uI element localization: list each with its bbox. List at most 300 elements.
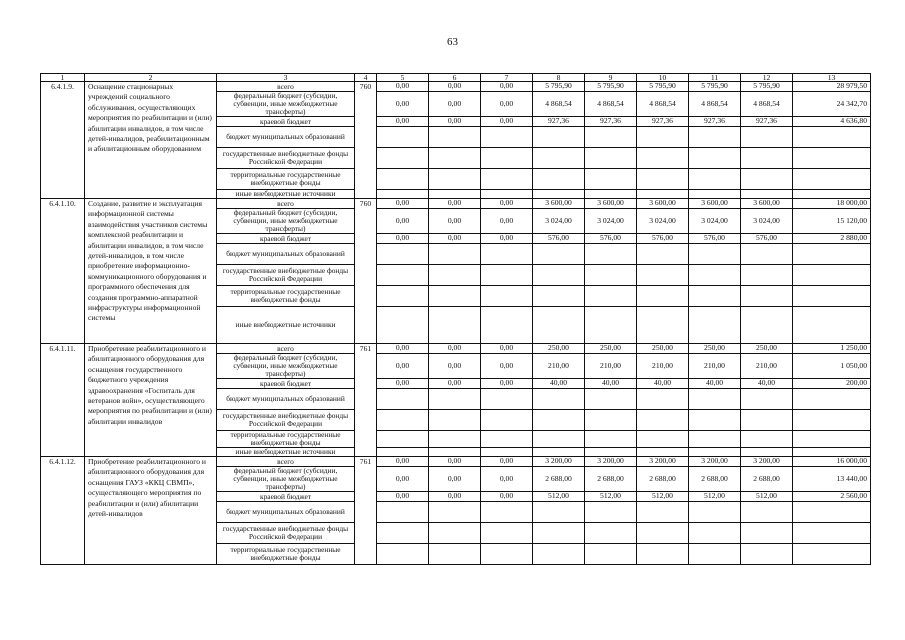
funding-source: бюджет муниципальных образований [217, 502, 355, 523]
year-value: 0,00 [377, 92, 429, 117]
year-value [533, 127, 585, 148]
year-value: 5 795,90 [585, 82, 637, 92]
total-value [793, 410, 871, 431]
total-value [793, 265, 871, 286]
year-value [689, 265, 741, 286]
year-value: 40,00 [585, 379, 637, 389]
year-value: 512,00 [637, 492, 689, 502]
year-value: 0,00 [481, 457, 533, 467]
year-value [741, 286, 793, 307]
year-value [533, 169, 585, 190]
year-value [377, 190, 429, 199]
year-value: 0,00 [377, 344, 429, 354]
funding-source: федеральный бюджет (субсидии, субвенции, иные межбюджетные трансферты) [217, 354, 355, 379]
total-value [793, 244, 871, 265]
header-cell: 13 [793, 74, 871, 82]
year-value [429, 127, 481, 148]
year-value: 0,00 [429, 92, 481, 117]
year-value: 250,00 [741, 344, 793, 354]
year-value: 0,00 [481, 344, 533, 354]
year-value [585, 265, 637, 286]
year-value: 0,00 [429, 82, 481, 92]
year-value: 40,00 [689, 379, 741, 389]
year-value [481, 169, 533, 190]
page-number: 63 [447, 36, 458, 48]
year-value: 0,00 [377, 457, 429, 467]
header-cell: 4 [355, 74, 377, 82]
year-value: 0,00 [429, 344, 481, 354]
year-value: 0,00 [429, 492, 481, 502]
year-value: 40,00 [637, 379, 689, 389]
funding-source: всего [217, 344, 355, 354]
total-value: 200,00 [793, 379, 871, 389]
year-value: 0,00 [377, 379, 429, 389]
year-value: 0,00 [377, 492, 429, 502]
item-title: Приобретение реабилитационного и абилитационного оборудования для оснащения ГАУЗ «ККЦ СВМП», осуществляющего мероприятия по реабилитации и (или) абилитации детей-инвалидов [85, 457, 217, 565]
year-value [377, 286, 429, 307]
funding-source: иные внебюджетные источники [217, 307, 355, 344]
year-value [741, 265, 793, 286]
year-value [689, 286, 741, 307]
header-cell: 12 [741, 74, 793, 82]
header-cell: 8 [533, 74, 585, 82]
year-value: 3 024,00 [689, 209, 741, 234]
item-code: 6.4.1.12. [41, 457, 85, 565]
year-value: 40,00 [741, 379, 793, 389]
year-value [689, 502, 741, 523]
funding-source: иные внебюджетные источники [217, 190, 355, 199]
year-value [429, 307, 481, 344]
year-value [741, 307, 793, 344]
header-cell: 5 [377, 74, 429, 82]
funding-source: федеральный бюджет (субсидии, субвенции, иные межбюджетные трансферты) [217, 209, 355, 234]
year-value [741, 523, 793, 544]
year-value: 40,00 [533, 379, 585, 389]
funding-source: краевой бюджет [217, 117, 355, 127]
year-value [377, 127, 429, 148]
year-value [741, 431, 793, 448]
year-value [689, 448, 741, 457]
funding-source: федеральный бюджет (субсидии, субвенции, иные межбюджетные трансферты) [217, 467, 355, 492]
year-value: 3 200,00 [585, 457, 637, 467]
year-value [637, 389, 689, 410]
year-value [429, 502, 481, 523]
year-value: 0,00 [377, 234, 429, 244]
year-value [377, 410, 429, 431]
year-value [637, 148, 689, 169]
year-value [481, 265, 533, 286]
year-value [481, 502, 533, 523]
year-value: 5 795,90 [689, 82, 741, 92]
year-value: 927,36 [585, 117, 637, 127]
year-value: 3 024,00 [637, 209, 689, 234]
year-value: 576,00 [741, 234, 793, 244]
year-value: 2 688,00 [533, 467, 585, 492]
year-value [533, 307, 585, 344]
year-value: 0,00 [377, 199, 429, 209]
year-value [637, 431, 689, 448]
kbk-code: 761 [355, 344, 377, 457]
year-value: 927,36 [533, 117, 585, 127]
year-value [429, 410, 481, 431]
year-value [585, 389, 637, 410]
funding-source: бюджет муниципальных образований [217, 389, 355, 410]
year-value [637, 307, 689, 344]
year-value [429, 523, 481, 544]
year-value: 2 688,00 [689, 467, 741, 492]
item-title: Оснащение стационарных учреждений социального обслуживания, осуществляющих мероприятия по реабилитации и (или) абилитации инвалидов, в том числе детей-инвалидов, реабилитационным и абилитационным оборудованием [85, 82, 217, 199]
header-cell: 2 [85, 74, 217, 82]
table-row [41, 82, 871, 92]
table-row [41, 344, 871, 354]
year-value [481, 544, 533, 565]
year-value: 0,00 [481, 92, 533, 117]
year-value: 2 688,00 [741, 467, 793, 492]
year-value: 0,00 [429, 117, 481, 127]
year-value [689, 307, 741, 344]
year-value: 0,00 [429, 234, 481, 244]
year-value [481, 127, 533, 148]
year-value: 250,00 [585, 344, 637, 354]
year-value [689, 389, 741, 410]
year-value: 0,00 [377, 209, 429, 234]
year-value: 927,36 [741, 117, 793, 127]
year-value [637, 265, 689, 286]
funding-source: иные внебюджетные источники [217, 448, 355, 457]
year-value [481, 523, 533, 544]
year-value: 5 795,90 [637, 82, 689, 92]
year-value [689, 127, 741, 148]
year-value [689, 523, 741, 544]
year-value [377, 431, 429, 448]
year-value [741, 502, 793, 523]
year-value [637, 169, 689, 190]
header-row [41, 74, 871, 82]
kbk-code: 760 [355, 199, 377, 344]
total-value [793, 307, 871, 344]
kbk-code: 761 [355, 457, 377, 565]
total-value: 16 000,00 [793, 457, 871, 467]
year-value [741, 410, 793, 431]
year-value: 3 024,00 [533, 209, 585, 234]
year-value: 0,00 [429, 379, 481, 389]
item-code: 6.4.1.10. [41, 199, 85, 344]
year-value [429, 544, 481, 565]
year-value: 210,00 [533, 354, 585, 379]
year-value: 3 024,00 [741, 209, 793, 234]
year-value: 210,00 [585, 354, 637, 379]
total-value: 2 880,00 [793, 234, 871, 244]
year-value: 5 795,90 [533, 82, 585, 92]
year-value: 4 868,54 [637, 92, 689, 117]
year-value: 0,00 [481, 234, 533, 244]
total-value: 13 440,00 [793, 467, 871, 492]
year-value: 0,00 [481, 467, 533, 492]
year-value [481, 244, 533, 265]
year-value [377, 523, 429, 544]
year-value [741, 127, 793, 148]
year-value [689, 410, 741, 431]
funding-source: государственные внебюджетные фонды Российской Федерации [217, 148, 355, 169]
year-value [429, 265, 481, 286]
year-value: 0,00 [481, 354, 533, 379]
funding-source: территориальные государственные внебюджетные фонды [217, 169, 355, 190]
total-value [793, 190, 871, 199]
year-value [377, 169, 429, 190]
total-value [793, 523, 871, 544]
year-value: 3 200,00 [637, 457, 689, 467]
year-value [377, 448, 429, 457]
kbk-code: 760 [355, 82, 377, 199]
year-value: 0,00 [481, 199, 533, 209]
year-value [377, 244, 429, 265]
year-value [429, 190, 481, 199]
header-cell: 10 [637, 74, 689, 82]
year-value: 0,00 [377, 117, 429, 127]
header-cell: 7 [481, 74, 533, 82]
year-value [637, 286, 689, 307]
funding-source: всего [217, 82, 355, 92]
funding-source: территориальные государственные внебюджетные фонды [217, 286, 355, 307]
year-value: 927,36 [689, 117, 741, 127]
year-value: 4 868,54 [533, 92, 585, 117]
funding-source: территориальные государственные внебюджетные фонды [217, 431, 355, 448]
year-value [481, 448, 533, 457]
year-value [377, 148, 429, 169]
year-value [585, 448, 637, 457]
funding-source: федеральный бюджет (субсидии, субвенции, иные межбюджетные трансферты) [217, 92, 355, 117]
year-value [377, 307, 429, 344]
year-value [637, 244, 689, 265]
year-value [741, 148, 793, 169]
year-value [533, 286, 585, 307]
total-value: 28 979,50 [793, 82, 871, 92]
year-value [585, 523, 637, 544]
year-value: 3 600,00 [637, 199, 689, 209]
year-value [689, 244, 741, 265]
year-value [533, 148, 585, 169]
year-value [585, 148, 637, 169]
year-value [585, 544, 637, 565]
header-cell: 11 [689, 74, 741, 82]
year-value [533, 523, 585, 544]
year-value [585, 307, 637, 344]
year-value: 3 200,00 [741, 457, 793, 467]
total-value: 24 342,70 [793, 92, 871, 117]
year-value [533, 190, 585, 199]
header-cell: 6 [429, 74, 481, 82]
year-value: 3 600,00 [533, 199, 585, 209]
total-value [793, 431, 871, 448]
funding-source: территориальные государственные внебюджетные фонды [217, 544, 355, 565]
year-value [429, 169, 481, 190]
year-value [741, 389, 793, 410]
total-value [793, 127, 871, 148]
year-value [377, 502, 429, 523]
year-value: 927,36 [637, 117, 689, 127]
year-value: 576,00 [637, 234, 689, 244]
total-value: 1 250,00 [793, 344, 871, 354]
year-value [481, 286, 533, 307]
year-value [585, 169, 637, 190]
year-value: 0,00 [429, 354, 481, 379]
total-value: 18 000,00 [793, 199, 871, 209]
year-value: 210,00 [689, 354, 741, 379]
year-value [637, 544, 689, 565]
year-value [377, 265, 429, 286]
year-value [637, 190, 689, 199]
year-value [377, 389, 429, 410]
year-value: 0,00 [481, 117, 533, 127]
total-value [793, 544, 871, 565]
year-value: 250,00 [689, 344, 741, 354]
year-value: 512,00 [741, 492, 793, 502]
year-value: 3 600,00 [741, 199, 793, 209]
year-value [429, 431, 481, 448]
total-value [793, 148, 871, 169]
total-value [793, 389, 871, 410]
item-title: Создание, развитие и эксплуатация информационной системы взаимодействия участников системы комплексной реабилитации и абилитации инвалидов, в том числе детей-инвалидов, в том числе приобретение информационно-коммуникационного оборудования и программного обеспечения для создания программно-аппаратной инфраструктуры информационной системы [85, 199, 217, 344]
budget-table [40, 73, 871, 565]
funding-source: всего [217, 199, 355, 209]
year-value: 3 600,00 [585, 199, 637, 209]
year-value: 3 024,00 [585, 209, 637, 234]
item-title: Приобретение реабилитационного и абилитационного оборудования для оснащения государственного бюджетного учреждения здравоохранения «Госпиталь для ветеранов войн», осуществляющего мероприятия по реабилитации и (или) абилитации инвалидов [85, 344, 217, 457]
table-row [41, 199, 871, 209]
year-value [689, 544, 741, 565]
funding-source: государственные внебюджетные фонды Российской Федерации [217, 410, 355, 431]
year-value [585, 502, 637, 523]
year-value: 2 688,00 [637, 467, 689, 492]
year-value [481, 410, 533, 431]
year-value [585, 244, 637, 265]
year-value: 0,00 [429, 457, 481, 467]
year-value: 576,00 [689, 234, 741, 244]
year-value [689, 190, 741, 199]
year-value: 210,00 [741, 354, 793, 379]
header-cell: 9 [585, 74, 637, 82]
year-value: 0,00 [429, 209, 481, 234]
year-value: 576,00 [585, 234, 637, 244]
year-value [481, 307, 533, 344]
year-value [637, 523, 689, 544]
year-value: 4 868,54 [689, 92, 741, 117]
funding-source: краевой бюджет [217, 492, 355, 502]
funding-source: бюджет муниципальных образований [217, 244, 355, 265]
year-value [481, 148, 533, 169]
total-value: 15 120,00 [793, 209, 871, 234]
year-value [741, 244, 793, 265]
year-value [533, 431, 585, 448]
year-value: 250,00 [533, 344, 585, 354]
year-value: 0,00 [481, 209, 533, 234]
year-value [429, 148, 481, 169]
year-value: 4 868,54 [741, 92, 793, 117]
year-value: 3 600,00 [689, 199, 741, 209]
year-value: 5 795,90 [741, 82, 793, 92]
year-value [585, 410, 637, 431]
total-value [793, 169, 871, 190]
year-value: 0,00 [377, 82, 429, 92]
year-value [637, 410, 689, 431]
year-value [533, 448, 585, 457]
year-value [429, 389, 481, 410]
year-value: 3 200,00 [689, 457, 741, 467]
year-value [637, 127, 689, 148]
year-value: 3 200,00 [533, 457, 585, 467]
year-value: 512,00 [585, 492, 637, 502]
year-value [533, 502, 585, 523]
year-value: 4 868,54 [585, 92, 637, 117]
year-value [377, 544, 429, 565]
header-cell: 1 [41, 74, 85, 82]
funding-source: всего [217, 457, 355, 467]
year-value [741, 169, 793, 190]
table-row [41, 457, 871, 467]
total-value [793, 502, 871, 523]
total-value: 4 636,80 [793, 117, 871, 127]
year-value: 0,00 [377, 354, 429, 379]
item-code: 6.4.1.9. [41, 82, 85, 199]
year-value [533, 544, 585, 565]
year-value [585, 127, 637, 148]
funding-source: государственные внебюджетные фонды Российской Федерации [217, 265, 355, 286]
year-value: 0,00 [481, 82, 533, 92]
year-value: 0,00 [429, 199, 481, 209]
item-code: 6.4.1.11. [41, 344, 85, 457]
year-value: 2 688,00 [585, 467, 637, 492]
total-value: 1 050,00 [793, 354, 871, 379]
year-value [741, 448, 793, 457]
year-value: 576,00 [533, 234, 585, 244]
year-value [689, 148, 741, 169]
year-value [533, 244, 585, 265]
funding-source: государственные внебюджетные фонды Российской Федерации [217, 523, 355, 544]
year-value [533, 389, 585, 410]
total-value [793, 286, 871, 307]
year-value [481, 389, 533, 410]
total-value: 2 560,00 [793, 492, 871, 502]
year-value [637, 502, 689, 523]
year-value: 0,00 [481, 379, 533, 389]
year-value: 210,00 [637, 354, 689, 379]
funding-source: бюджет муниципальных образований [217, 127, 355, 148]
year-value [585, 190, 637, 199]
year-value: 512,00 [533, 492, 585, 502]
header-cell: 3 [217, 74, 355, 82]
year-value [585, 286, 637, 307]
year-value [585, 431, 637, 448]
year-value [533, 265, 585, 286]
year-value [429, 244, 481, 265]
year-value [481, 190, 533, 199]
year-value: 0,00 [377, 467, 429, 492]
year-value [689, 169, 741, 190]
year-value [481, 431, 533, 448]
year-value [689, 431, 741, 448]
funding-source: краевой бюджет [217, 379, 355, 389]
year-value [637, 448, 689, 457]
year-value [741, 190, 793, 199]
year-value: 0,00 [429, 467, 481, 492]
year-value: 0,00 [481, 492, 533, 502]
total-value [793, 448, 871, 457]
year-value: 250,00 [637, 344, 689, 354]
year-value [429, 448, 481, 457]
year-value [429, 286, 481, 307]
year-value [741, 544, 793, 565]
funding-source: краевой бюджет [217, 234, 355, 244]
